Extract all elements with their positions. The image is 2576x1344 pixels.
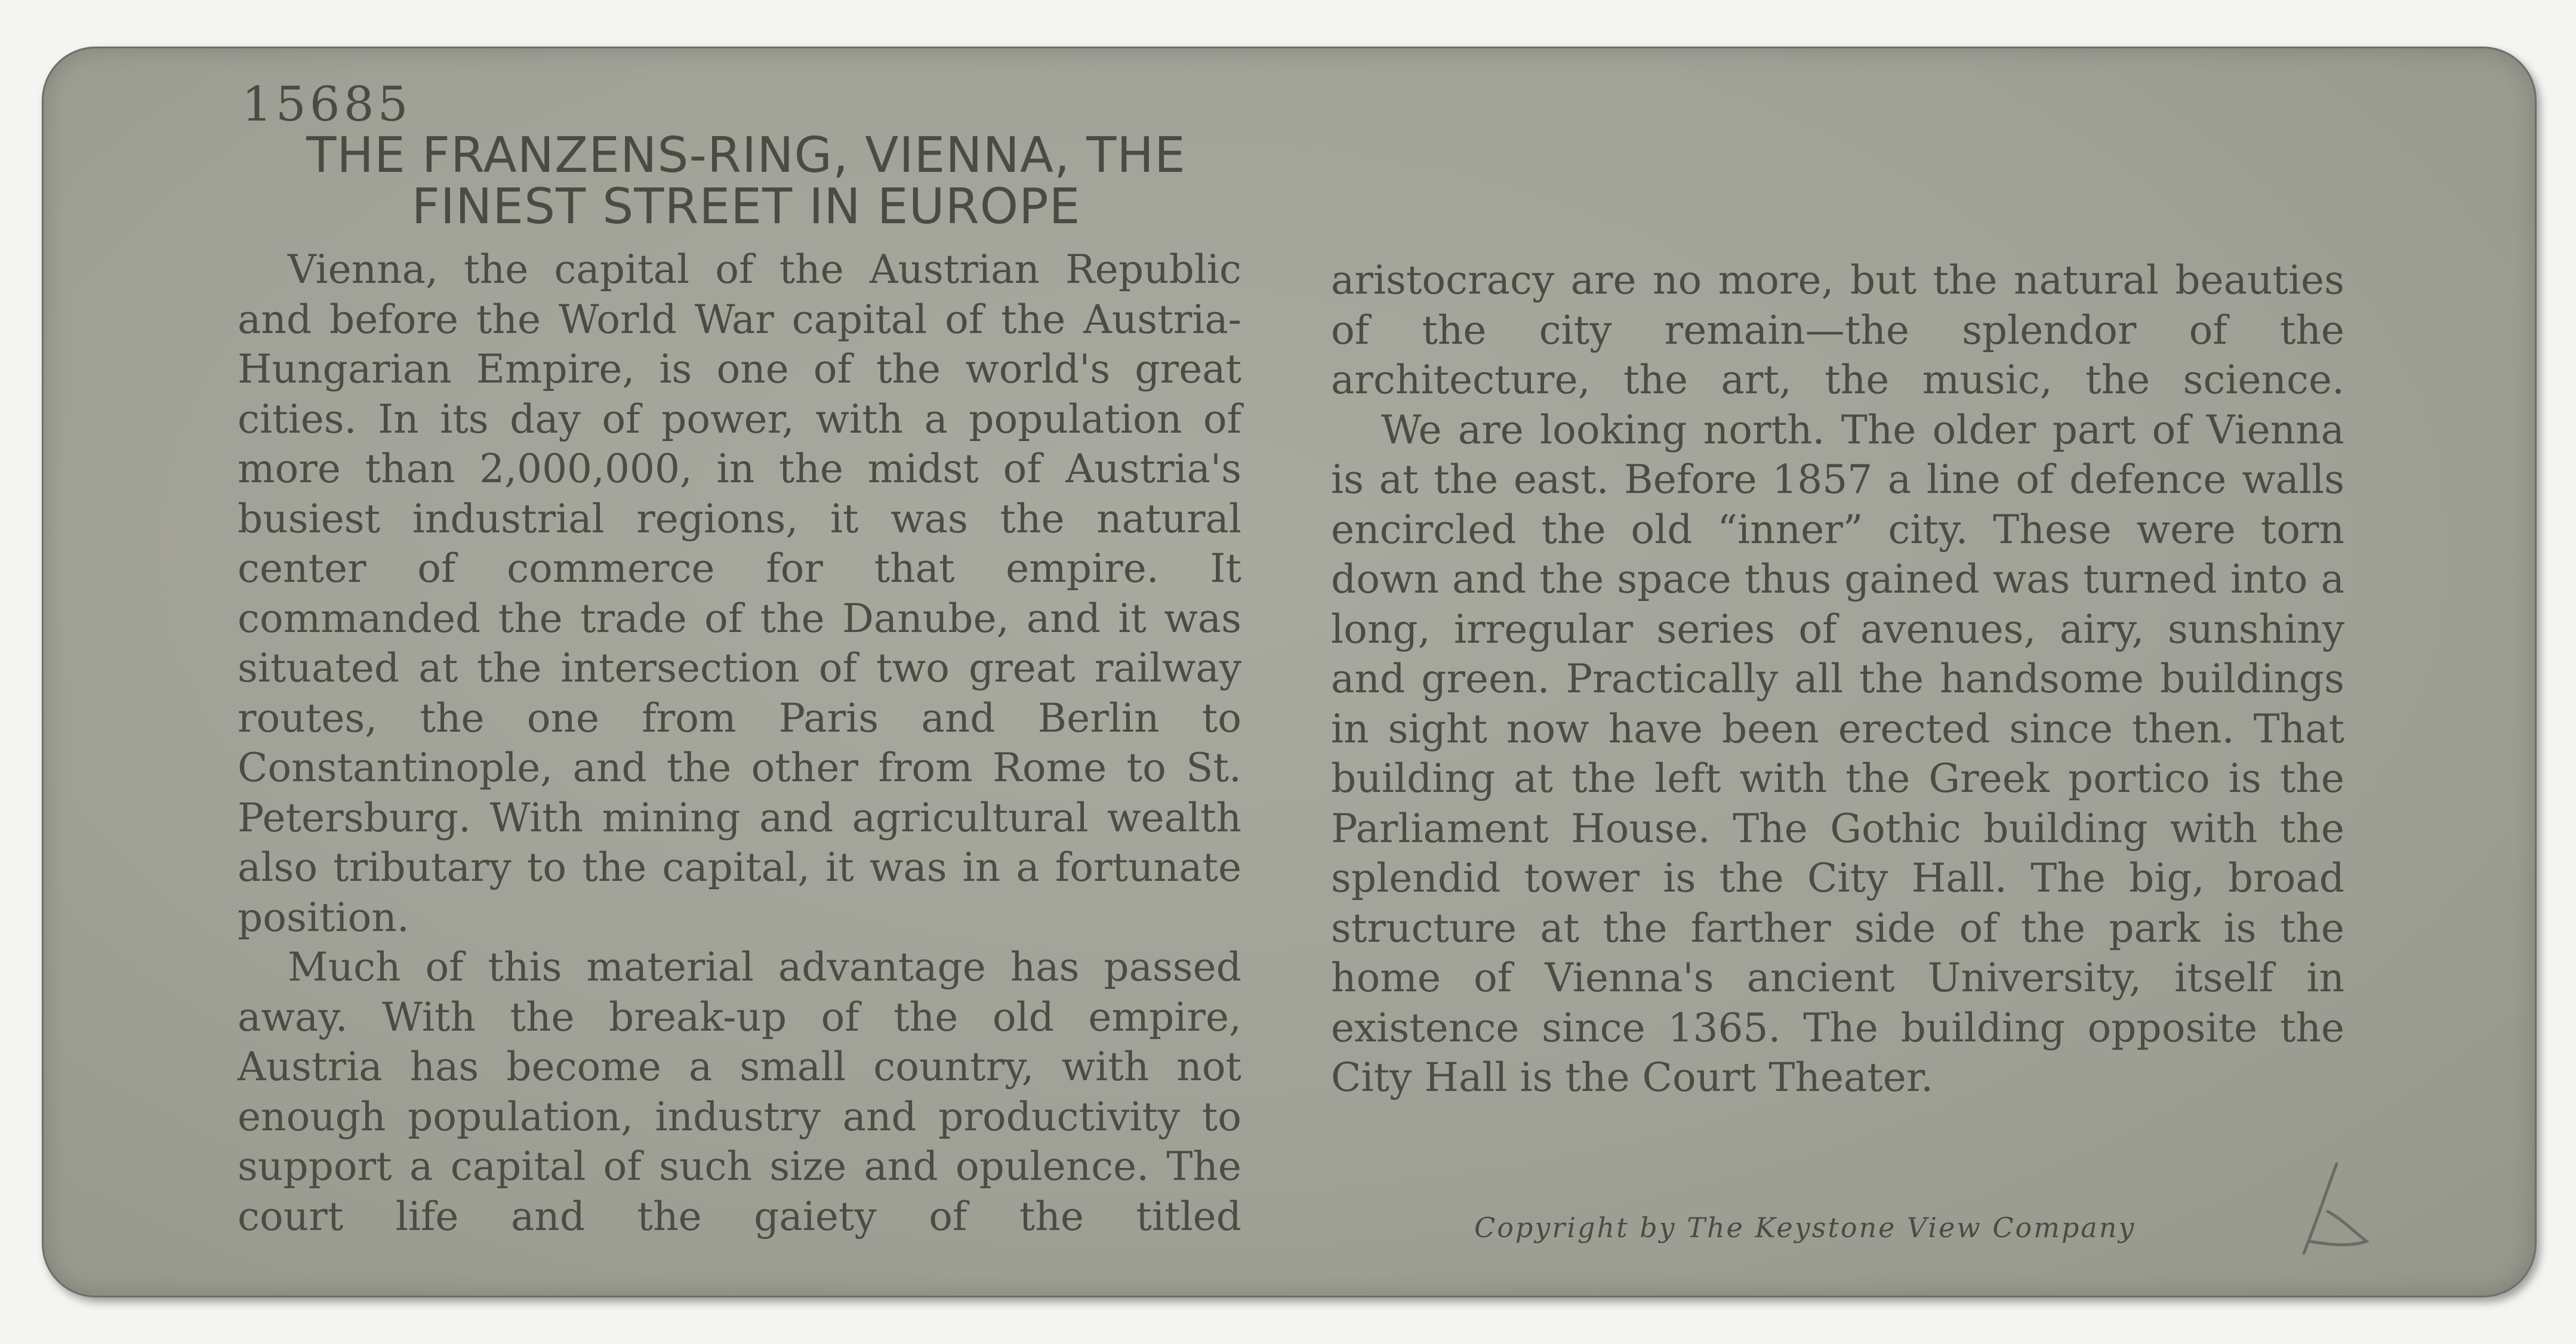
handwritten-pencil-mark-icon <box>2292 1152 2375 1259</box>
title-line-2: FINEST STREET IN EUROPE <box>411 178 1081 235</box>
right-paragraph-2: We are looking north. The older part of Vienna is at the east. Before 1857 a line of defence walls encircled the old “inner” city. These were torn down and the space thus gained was turned into a long, irregular series of avenues, airy, sunshiny and green. Practically all the handsome buildings in sight now have been erected since then. That building at the left with the Greek portico is the Parliament House. The Gothic building with the splendid tower is the City Hall. The big, broad structure at the farther side of the park is the home of Vienna's ancient University, itself in existence since 1365. The building opposite the City Hall is the Court Theater. <box>1331 406 2344 1101</box>
copyright-notice: Copyright by The Keystone View Company <box>1474 1212 2136 1244</box>
right-text-column <box>1331 255 2344 1103</box>
left-paragraph-1: Vienna, the capital of the Austrian Republic and before the World War capital of the Austria-Hungarian Empire, is one of the world's great cities. In its day of power, with a population of more than 2,000,000, in the midst of Austria's busiest industrial regions, it was the natural center of commerce for that empire. It commanded the trade of the Danube, and it was situated at the intersection of two great railway routes, the one from Paris and Berlin to Constantinople, and the other from Rome to St. Petersburg. With mining and agricultural wealth also tributary to the capital, it was in a fortunate position. <box>238 246 1241 941</box>
left-paragraph-2: Much of this material advantage has passed away. With the break-up of the old empire, Austria has become a small country, with not enough population, industry and productivity to support a capital of such size and opulence. The court life and the gaiety of the titled <box>238 944 1241 1240</box>
right-paragraph-1: aristocracy are no more, but the natural beauties of the city remain—the splendor of the architecture, the art, the music, the science. <box>1331 257 2344 403</box>
title-line-1: THE FRANZENS-RING, VIENNA, THE <box>306 127 1186 184</box>
serial-number: 15685 <box>242 76 412 132</box>
left-text-column <box>238 245 1241 1241</box>
card-title <box>233 127 1259 235</box>
